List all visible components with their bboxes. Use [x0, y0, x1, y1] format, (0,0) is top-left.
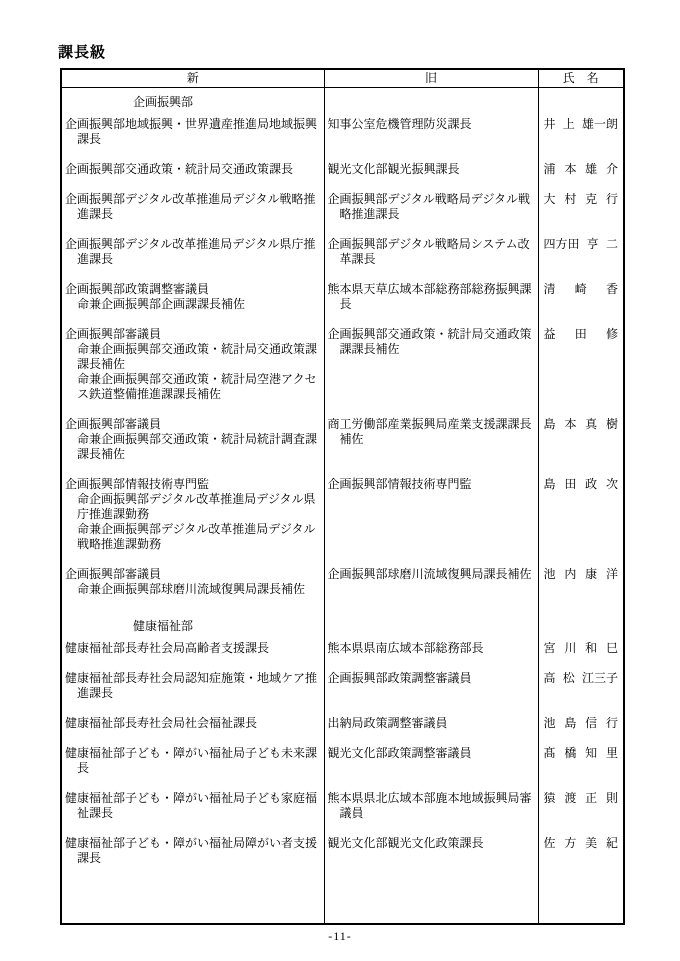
table-row — [61, 567, 624, 612]
position-line: 企画振興部地域振興・世界遺産推進局地域振興 — [65, 117, 318, 131]
name-part: 上 — [562, 117, 575, 131]
old-position-cell — [324, 477, 538, 567]
new-position-cell — [61, 327, 324, 417]
position-line: 進課長 — [77, 207, 114, 221]
name-cell — [538, 192, 624, 237]
name-part: 政 — [585, 477, 598, 491]
position-line: 戦略推進課勤務 — [77, 537, 162, 551]
position-line: 命兼企画振興部交通政策・統計局交通政策課 — [77, 342, 318, 356]
old-position-cell — [324, 237, 538, 282]
position-line: 企画振興部デジタル改革推進局デジタル戦略推 — [65, 192, 316, 206]
table-row — [61, 716, 624, 746]
name-part: 二 — [605, 237, 618, 251]
position-line: 祉課長 — [77, 806, 114, 820]
name-cell — [538, 237, 624, 282]
name-part: 宮 — [543, 641, 556, 655]
old-position-cell — [324, 117, 538, 162]
position-line: 課課長補佐 — [339, 342, 400, 356]
position-line: 企画振興部デジタル戦略局システム改 — [327, 237, 530, 251]
position-line: 企画振興部政策調整審議員 — [327, 671, 472, 685]
position-line: 命企画振興部デジタル改革推進局デジタル県 — [77, 492, 316, 506]
position-line: 企画振興部デジタル戦略局デジタル戦 — [327, 192, 531, 206]
name-part: 佐 — [543, 836, 556, 850]
name-part: 樹 — [605, 417, 618, 431]
position-line: 熊本県県北広域本部鹿本地域振興局審 — [327, 791, 532, 805]
name-part: 紀 — [605, 836, 618, 850]
name-cell — [538, 791, 624, 836]
table-row — [61, 641, 624, 671]
person-name — [542, 671, 621, 686]
name-part: 島 — [543, 477, 556, 491]
personnel-table — [60, 68, 625, 925]
position-line: 健康福祉部子ども・障がい福祉局子ども未来課 — [65, 746, 318, 760]
name-cell — [538, 881, 624, 924]
name-part: 和 — [585, 641, 598, 655]
name-part: 修 — [605, 327, 618, 341]
old-position-cell — [324, 192, 538, 237]
person-name — [542, 641, 621, 656]
old-position-cell — [324, 327, 538, 417]
new-position-cell — [61, 192, 324, 237]
name-part: 正 — [585, 791, 598, 805]
name-part: 美 — [585, 836, 598, 850]
position-line: 企画振興部球磨川流域復興局課長補佐 — [327, 567, 532, 581]
person-name — [542, 162, 621, 177]
name-part: 洋 — [605, 567, 618, 581]
position-line: 略推進課長 — [339, 207, 400, 221]
table-row — [61, 746, 624, 791]
table-row — [61, 117, 624, 162]
name-part: 克 — [585, 192, 598, 206]
position-line: 命兼企画振興部交通政策・統計局空港アクセ — [77, 372, 317, 386]
section-label: 健康福祉部 — [133, 619, 194, 633]
name-part: 内 — [564, 567, 577, 581]
position-line: 観光文化部政策調整審議員 — [327, 746, 472, 760]
new-position-cell — [61, 237, 324, 282]
section-label: 企画振興部 — [133, 95, 194, 109]
name-cell — [538, 477, 624, 567]
name-part: 池 — [543, 567, 556, 581]
old-position-cell — [324, 567, 538, 612]
old-position-cell — [324, 836, 538, 881]
name-cell — [538, 612, 624, 641]
person-name — [542, 282, 621, 297]
position-line: 健康福祉部長寿社会局社会福祉課長 — [65, 716, 258, 730]
table-row — [61, 282, 624, 327]
position-line: 企画振興部デジタル改革推進局デジタル県庁推 — [65, 237, 316, 251]
table-row — [61, 192, 624, 237]
person-name — [542, 192, 621, 207]
table-row — [61, 237, 624, 282]
position-line: 商工労働部産業振興局産業支援課課長 — [327, 417, 532, 431]
person-name — [542, 567, 621, 582]
name-cell — [538, 117, 624, 162]
name-part: 知 — [585, 746, 598, 760]
name-part: 島 — [543, 417, 556, 431]
position-line: 出納局政策調整審議員 — [327, 716, 448, 730]
name-cell — [538, 746, 624, 791]
name-part: 池 — [543, 716, 556, 730]
old-position-cell — [324, 881, 538, 924]
person-name — [542, 117, 621, 132]
new-position-cell — [61, 477, 324, 567]
name-cell — [538, 716, 624, 746]
person-name — [542, 836, 621, 851]
old-position-cell — [324, 162, 538, 192]
position-line: 企画振興部審議員 — [65, 567, 162, 581]
position-line: 命兼企画振興部デジタル改革推進局デジタル — [77, 522, 316, 536]
name-part: 介 — [605, 162, 618, 176]
position-line: 企画振興部情報技術専門監 — [327, 477, 472, 491]
old-position-cell — [324, 716, 538, 746]
page-number: -11- — [328, 929, 352, 943]
name-part: 方 — [564, 836, 577, 850]
filler-row — [61, 881, 624, 924]
position-line: 進課長 — [77, 686, 114, 700]
name-part: 田 — [574, 327, 587, 341]
new-position-cell — [61, 417, 324, 477]
position-line: 観光文化部観光文化政策課長 — [327, 836, 484, 850]
position-line: 企画振興部政策調整審議員 — [65, 282, 210, 296]
table-row — [61, 162, 624, 192]
section-row — [61, 612, 624, 641]
old-position-cell — [324, 282, 538, 327]
table-row — [61, 791, 624, 836]
new-position-cell — [61, 282, 324, 327]
name-part: 村 — [564, 192, 577, 206]
column-header-name: 氏 名 — [538, 69, 624, 88]
name-part: 渡 — [564, 791, 577, 805]
new-position-cell — [61, 641, 324, 671]
table-row — [61, 327, 624, 417]
old-position-cell — [324, 88, 538, 118]
name-part: 康 — [585, 567, 598, 581]
new-position-cell — [61, 791, 324, 836]
name-part: 行 — [605, 192, 618, 206]
name-part: 清 — [543, 282, 556, 296]
position-line: 庁推進課勤務 — [77, 507, 150, 521]
position-line: 命兼企画振興部企画課課長補佐 — [77, 297, 246, 311]
name-part: 橋 — [564, 746, 577, 760]
person-name — [542, 791, 621, 806]
name-part: 行 — [605, 716, 618, 730]
table-row — [61, 836, 624, 881]
old-position-cell — [324, 671, 538, 716]
column-header-new: 新 — [61, 69, 324, 88]
name-part: 崎 — [574, 282, 587, 296]
position-line: 革課長 — [339, 252, 376, 266]
name-cell — [538, 567, 624, 612]
column-header-old: 旧 — [324, 69, 538, 88]
name-part: 里 — [605, 746, 618, 760]
name-part: 香 — [605, 282, 618, 296]
person-name — [542, 417, 621, 432]
new-position-cell — [61, 117, 324, 162]
name-part: 島 — [564, 716, 577, 730]
position-line: 長 — [77, 761, 90, 775]
person-name — [542, 477, 621, 492]
new-position-cell — [61, 716, 324, 746]
position-line: 課長 — [77, 132, 102, 146]
name-part: 浦 — [543, 162, 556, 176]
name-part: 髙 — [543, 746, 556, 760]
name-part: 次 — [605, 477, 618, 491]
person-name — [542, 237, 621, 252]
name-cell — [538, 417, 624, 477]
position-line: 健康福祉部子ども・障がい福祉局子ども家庭福 — [65, 791, 318, 805]
name-cell — [538, 88, 624, 118]
section-label-cell — [61, 88, 324, 118]
name-part: 江三子 — [581, 671, 618, 685]
name-part: 真 — [585, 417, 598, 431]
name-part: 本 — [564, 417, 577, 431]
new-position-cell — [61, 162, 324, 192]
position-line: 課長補佐 — [77, 357, 126, 371]
new-position-cell — [61, 746, 324, 791]
name-part: 則 — [605, 791, 618, 805]
position-line: 健康福祉部長寿社会局高齢者支援課長 — [65, 641, 270, 655]
name-cell — [538, 836, 624, 881]
table-row — [61, 671, 624, 716]
name-part: 巳 — [605, 641, 618, 655]
name-part: 大 — [543, 192, 556, 206]
position-line: ス鉄道整備推進課課長補佐 — [77, 387, 222, 401]
position-line: 企画振興部情報技術専門監 — [65, 477, 210, 491]
name-part: 益 — [543, 327, 556, 341]
position-line: 知事公室危機管理防災課長 — [327, 117, 472, 131]
section-row — [61, 88, 624, 118]
name-part: 井 — [543, 117, 556, 131]
new-position-cell — [61, 567, 324, 612]
position-line: 企画振興部審議員 — [65, 327, 162, 341]
name-cell — [538, 162, 624, 192]
section-label-cell — [61, 612, 324, 641]
position-line: 企画振興部交通政策・統計局交通政策課長 — [65, 162, 294, 176]
new-position-cell — [61, 671, 324, 716]
name-part: 猿 — [543, 791, 556, 805]
name-part: 四方田 — [543, 237, 580, 251]
name-part: 松 — [562, 671, 575, 685]
old-position-cell — [324, 746, 538, 791]
position-line: 熊本県天草広域本部総務部総務振興課 — [327, 282, 532, 296]
old-position-cell — [324, 417, 538, 477]
position-line: 命兼企画振興部球磨川流域復興局課長補佐 — [77, 582, 306, 596]
position-line: 観光文化部観光振興課長 — [327, 162, 460, 176]
position-line: 企画振興部審議員 — [65, 417, 162, 431]
new-position-cell — [61, 881, 324, 924]
name-part: 本 — [564, 162, 577, 176]
position-line: 課長補佐 — [77, 447, 126, 461]
position-line: 健康福祉部子ども・障がい福祉局障がい者支援 — [65, 836, 318, 850]
name-part: 雄一朗 — [581, 117, 618, 131]
person-name — [542, 746, 621, 761]
old-position-cell — [324, 641, 538, 671]
name-part: 亨 — [586, 237, 599, 251]
new-position-cell — [61, 836, 324, 881]
position-line: 長 — [339, 297, 352, 311]
name-cell — [538, 671, 624, 716]
position-line: 企画振興部交通政策・統計局交通政策 — [327, 327, 532, 341]
position-line: 課長 — [77, 851, 102, 865]
name-part: 高 — [543, 671, 556, 685]
name-cell — [538, 327, 624, 417]
table-body — [61, 88, 624, 925]
position-line: 命兼企画振興部交通政策・統計局統計調査課 — [77, 432, 318, 446]
table-row — [61, 417, 624, 477]
name-part: 川 — [564, 641, 577, 655]
name-cell — [538, 282, 624, 327]
name-part: 雄 — [585, 162, 598, 176]
position-line: 補佐 — [339, 432, 364, 446]
position-line: 健康福祉部長寿社会局認知症施策・地域ケア推 — [65, 671, 318, 685]
position-line: 進課長 — [77, 252, 114, 266]
name-part: 田 — [564, 477, 577, 491]
old-position-cell — [324, 791, 538, 836]
position-line: 熊本県県南広域本部総務部長 — [327, 641, 484, 655]
person-name — [542, 716, 621, 731]
position-line: 議員 — [339, 806, 364, 820]
page-title: 課長級 — [58, 44, 107, 61]
name-part: 信 — [585, 716, 598, 730]
person-name — [542, 327, 621, 342]
old-position-cell — [324, 612, 538, 641]
table-row — [61, 477, 624, 567]
table-header-row — [61, 69, 624, 88]
name-cell — [538, 641, 624, 671]
